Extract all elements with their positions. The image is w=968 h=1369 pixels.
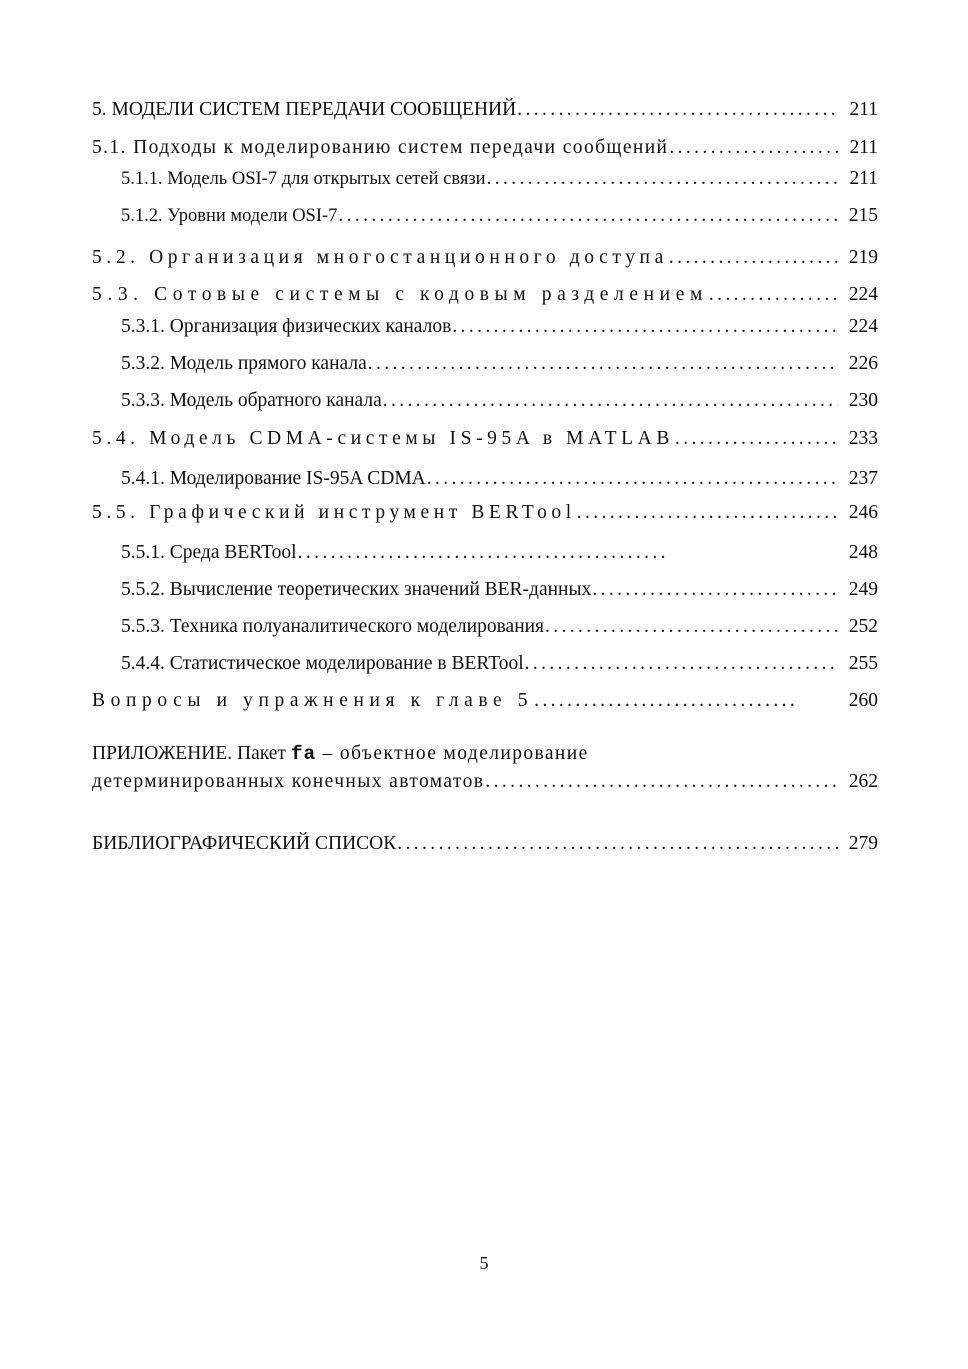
toc-entry-page: 219 [848, 247, 878, 268]
toc-entry-label: 5.3.1. Организация физических каналов [121, 316, 452, 337]
toc-entry-5-5[interactable] [92, 499, 878, 527]
toc-entry-label: 5.5. Графический инструмент BERTool [92, 502, 576, 523]
toc-entry-page: 211 [849, 99, 878, 120]
toc-entry-5-2[interactable] [92, 244, 878, 272]
toc-entry-label: 5.5.1. Среда BERTool [121, 542, 297, 563]
toc-entry-page: 262 [848, 771, 878, 792]
toc-leader-dots [368, 350, 838, 378]
toc-entry-page: 211 [849, 137, 878, 158]
appendix-package-code: fa [290, 743, 317, 765]
page-number: 5 [479, 1253, 489, 1273]
toc-entry-5-4-4[interactable] [121, 650, 878, 678]
toc-entry-page: 237 [848, 468, 878, 489]
toc-entry-page: 249 [848, 579, 878, 600]
toc-entry-label: 5.5.2. Вычисление теоретических значений BER-данных [121, 579, 592, 600]
toc-entry-label: 5.3. Сотовые системы с кодовым разделением [92, 284, 708, 305]
toc-leader-dots [592, 576, 838, 604]
toc-leader-dots [487, 165, 838, 193]
toc-leader-dots [534, 687, 796, 715]
toc-entry-page: 248 [848, 542, 878, 563]
toc-leader-dots [397, 830, 838, 858]
toc-leader-dots [298, 539, 670, 567]
toc-entry-label: 5.2. Организация многостанционного доступа [92, 247, 668, 268]
toc-leader-dots [709, 281, 838, 309]
toc-entry-label: 5.4. Модель CDMA-системы IS-95A в MATLAB [92, 428, 674, 449]
toc-entry-page: 224 [848, 316, 878, 337]
toc-entry-bibliography[interactable] [92, 830, 878, 858]
toc-entry-page: 211 [849, 168, 878, 189]
toc-entry-5-4[interactable] [92, 425, 878, 453]
appendix-prefix: ПРИЛОЖЕНИЕ. Пакет [92, 743, 291, 764]
toc-leader-dots [383, 387, 838, 415]
toc-entry-5-1[interactable] [92, 134, 878, 162]
toc-entry-label: детерминированных конечных автоматов [92, 771, 485, 792]
toc-entry-5-4-1[interactable] [121, 465, 878, 493]
toc-entry-5-3[interactable] [92, 281, 878, 309]
toc-entry-page: 252 [848, 616, 878, 637]
toc-leader-dots [452, 313, 838, 341]
toc-leader-dots [427, 465, 838, 493]
toc-entry-5-1-1[interactable] [121, 165, 878, 193]
toc-entry-label: 5.1.1. Модель OSI-7 для открытых сетей связи [121, 169, 486, 189]
toc-entry-page: 233 [848, 428, 878, 449]
toc-entry-label: 5.1.2. Уровни модели OSI-7 [121, 206, 338, 226]
toc-entry-5-3-3[interactable] [121, 387, 878, 415]
toc-entry-label: 5.1. Подходы к моделированию систем передачи сообщений [92, 137, 669, 158]
toc-entry-page: 215 [848, 205, 878, 226]
toc-entry-5-5-2[interactable] [121, 576, 878, 604]
toc-entry-page: 246 [848, 502, 878, 523]
toc-leader-dots [338, 202, 838, 230]
toc-leader-dots [545, 613, 838, 641]
toc-entry-label: Вопросы и упражнения к главе 5 [92, 690, 534, 711]
toc-entry-label: 5.3.2. Модель прямого канала [121, 353, 367, 374]
toc-leader-dots [669, 244, 838, 272]
toc-entry-page: 255 [848, 653, 878, 674]
toc-entry-5-5-1[interactable] [121, 539, 878, 567]
toc-leader-dots [669, 134, 838, 162]
toc-entry-5-3-2[interactable] [121, 350, 878, 378]
toc-leader-dots [517, 96, 838, 124]
appendix-suffix: – объектное моделирование [316, 743, 589, 764]
toc-entry-appendix-line-1[interactable] [92, 740, 589, 768]
toc-entry-5-1-2[interactable] [121, 202, 878, 230]
toc-entry-5-3-1[interactable] [121, 313, 878, 341]
toc-entry-chapter-5[interactable] [92, 96, 878, 124]
toc-entry-label: 5.5.3. Техника полуаналитического моделирования [121, 616, 545, 637]
toc-leader-dots [485, 768, 838, 796]
toc-entry-page: 224 [848, 284, 878, 305]
toc-entry-5-5-3[interactable] [121, 613, 878, 641]
toc-entry-questions[interactable] [92, 687, 878, 715]
toc-entry-appendix-line-2[interactable] [92, 768, 878, 796]
toc-entry-page: 230 [848, 390, 878, 411]
toc-entry-label: 5. МОДЕЛИ СИСТЕМ ПЕРЕДАЧИ СООБЩЕНИЙ [92, 99, 517, 120]
toc-leader-dots [577, 499, 838, 527]
toc-entry-label: 5.4.1. Моделирование IS-95A CDMA [121, 468, 426, 489]
toc-leader-dots [675, 425, 838, 453]
toc-entry-page: 226 [848, 353, 878, 374]
toc-entry-label: БИБЛИОГРАФИЧЕСКИЙ СПИСОК [92, 833, 397, 854]
toc-entry-page: 279 [848, 833, 878, 854]
toc-entry-label: 5.4.4. Статистическое моделирование в BERTool [121, 653, 524, 674]
toc-entry-label: 5.3.3. Модель обратного канала [121, 390, 382, 411]
toc-entry-page: 260 [848, 690, 878, 711]
toc-leader-dots [525, 650, 838, 678]
